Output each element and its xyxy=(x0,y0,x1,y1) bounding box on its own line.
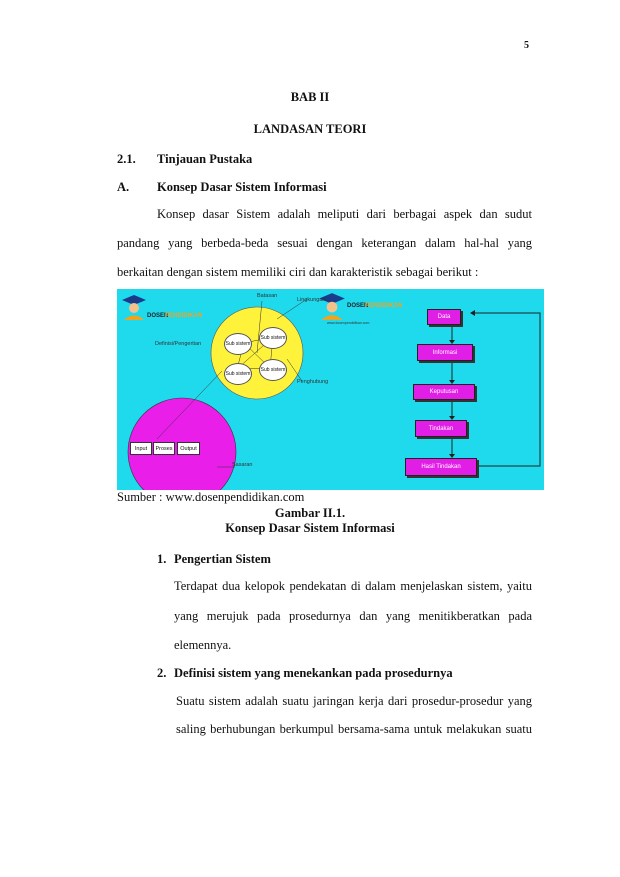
subsystem-2: Sub sistem xyxy=(259,327,287,349)
section-title: Tinjauan Pustaka xyxy=(157,152,253,166)
item-2-title: Definisi sistem yang menekankan pada prosedurnya xyxy=(174,666,453,680)
logo-right-text: DOSEN xyxy=(347,303,369,309)
page-number: 5 xyxy=(524,40,529,51)
label-sasaran: Sasaran xyxy=(232,462,253,468)
subsystem-1: Sub sistem xyxy=(224,333,252,355)
label-batasan: Batasan xyxy=(257,293,278,299)
label-penghubung: Penghubung xyxy=(297,379,329,385)
flow-informasi: Informasi xyxy=(417,344,473,361)
item-1-number: 1. xyxy=(157,552,167,566)
logo-right-accent: PENDIDIKAN xyxy=(365,303,403,309)
logo-left xyxy=(121,293,203,331)
graduate-logo-icon xyxy=(121,293,147,321)
item-1-line-2: yang merujuk pada prosedurnya dan yang menitikberatkan pada xyxy=(174,609,532,623)
intro-line-2: pandang yang berbeda-beda sesuai dengan keterangan dalam hal-hal yang xyxy=(117,236,532,250)
figure-source: Sumber : www.dosenpendidikan.com xyxy=(117,490,305,504)
item-1-title: Pengertian Sistem xyxy=(174,552,271,566)
ipo-output: Output xyxy=(177,442,200,455)
item-2-line-1: Suatu sistem adalah suatu jaringan kerja dari prosedur-prosedur yang xyxy=(176,694,532,708)
intro-line-3: berkaitan dengan sistem memiliki ciri dan karakteristik sebagai berikut : xyxy=(117,265,479,279)
chapter-title: LANDASAN TEORI xyxy=(253,122,367,136)
subsection-letter: A. xyxy=(117,180,130,194)
chapter-heading: BAB II xyxy=(290,90,330,104)
label-pengertian: Definisi/Pengertian xyxy=(155,341,202,347)
item-1-line-1: Terdapat dua kelopok pendekatan di dalam menjelaskan sistem, yaitu xyxy=(174,579,532,593)
logo-right-url: www.dosenpendidikan.com xyxy=(327,321,370,325)
logo-left-accent: PENDIDIKAN xyxy=(165,313,203,319)
flow-data: Data xyxy=(427,309,461,325)
subsystem-3: Sub sistem xyxy=(224,363,252,385)
ipo-proses: Proses xyxy=(153,442,175,455)
item-1-line-3: elemennya. xyxy=(174,638,232,652)
logo-right xyxy=(317,291,417,327)
graduate-logo-icon-right xyxy=(317,291,347,321)
subsection-title: Konsep Dasar Sistem Informasi xyxy=(157,180,327,194)
label-lingkungan: Lingkungan xyxy=(297,297,326,303)
item-2-number: 2. xyxy=(157,666,167,680)
intro-line-1: Konsep dasar Sistem adalah meliputi dari berbagai aspek dan sudut xyxy=(157,207,532,221)
flow-tindakan: Tindakan xyxy=(415,420,467,437)
ipo-input: Input xyxy=(130,442,152,455)
item-2-line-2: saling berhubungan berkumpul bersama-sama untuk melakukan suatu xyxy=(176,722,532,736)
figure-caption-title: Konsep Dasar Sistem Informasi xyxy=(225,521,395,535)
flow-keputusan: Keputusan xyxy=(413,384,475,400)
logo-left-text: DOSEN xyxy=(147,313,169,319)
system-concept-figure xyxy=(117,289,544,490)
section-number: 2.1. xyxy=(117,152,136,166)
flow-hasil-tindakan: Hasil Tindakan xyxy=(405,458,477,476)
figure-caption-number: Gambar II.1. xyxy=(274,506,346,520)
system-circle xyxy=(211,307,303,399)
subsystem-4: Sub sistem xyxy=(259,359,287,381)
